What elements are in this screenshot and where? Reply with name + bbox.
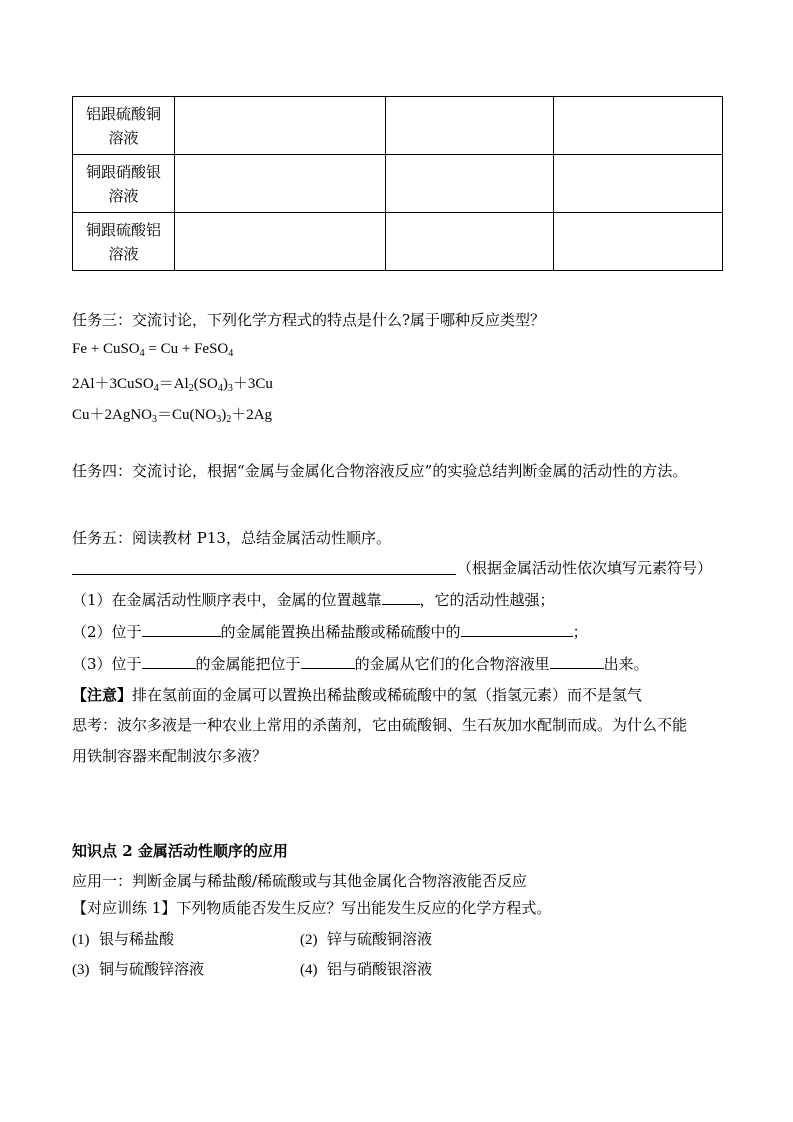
equation-3: $Cu+2AgNO_3=Cu(NO_3)_2+2Ag$ [72, 407, 273, 425]
fill-blank[interactable] [301, 653, 355, 669]
answer-cell[interactable] [175, 213, 386, 271]
fill-blank[interactable] [142, 653, 196, 669]
row-label: 铝跟硫酸铜 溶液 [73, 97, 175, 155]
fill-blank[interactable] [142, 621, 221, 637]
task5-item-3: （3）位于 的金属能把位于 的金属从它们的化合物溶液里 出来。 [72, 655, 649, 673]
table-row [73, 155, 723, 213]
note-line: 【注意】排在氢前面的金属可以置换出稀盐酸或稀硫酸中的氢（指氢元素）而不是氢气 [72, 686, 643, 704]
task3-prompt: 任务三：交流讨论，下列化学方程式的特点是什么?属于哪种反应类型？ [72, 311, 546, 329]
fill-note: （根据金属活动性依次填写元素符号） [457, 559, 713, 577]
list-item: (2) 锌与硫酸铜溶液 [300, 930, 433, 948]
answer-cell[interactable] [554, 97, 723, 155]
list-item: (1) 银与稀盐酸 [72, 930, 175, 948]
application-1: 应用一：判断金属与稀盐酸/稀硫酸或与其他金属化合物溶液能否反应 [72, 872, 528, 890]
fill-blank[interactable] [550, 653, 604, 669]
answer-cell[interactable] [554, 213, 723, 271]
answer-cell[interactable] [386, 155, 554, 213]
think-line-1: 思考：波尔多液是一种农业上常用的杀菌剂，它由硫酸铜、生石灰加水配制而成。为什么不能 [72, 716, 688, 734]
row-label: 铜跟硫酸铝 溶液 [73, 213, 175, 271]
task5-item-1: （1）在金属活动性顺序表中，金属的位置越靠 ，它的活动性越强； [72, 591, 555, 609]
row-label: 铜跟硝酸银 溶液 [73, 155, 175, 213]
table-row [73, 213, 723, 271]
fill-blank[interactable] [72, 559, 456, 575]
answer-cell[interactable] [386, 97, 554, 155]
equation-1: Fe + CuSO$_4$ = Cu + FeSO$_4$ [72, 341, 234, 359]
list-item: (3) 铜与硫酸锌溶液 [72, 960, 205, 978]
fill-blank[interactable] [382, 589, 420, 605]
equation-2: $2Al+3CuSO_4=Al_2(SO_4)_3+3Cu$ [72, 376, 273, 394]
answer-cell[interactable] [175, 97, 386, 155]
answer-cell[interactable] [554, 155, 723, 213]
answer-cell[interactable] [175, 155, 386, 213]
list-item: (4) 铝与硝酸银溶液 [300, 960, 433, 978]
note-tag: 【注意】 [72, 686, 133, 704]
think-line-2: 用铁制容器来配制波尔多液？ [72, 747, 268, 765]
experiment-table [72, 96, 723, 271]
training-tag: 【对应训练 1】 [72, 899, 177, 917]
section-heading: 知识点 2 金属活动性顺序的应用 [72, 842, 288, 860]
task4-prompt: 任务四：交流讨论，根据“金属与金属化合物溶液反应”的实验总结判断金属的活动性的方法。 [72, 462, 688, 480]
task5-prompt: 任务五：阅读教材 P13，总结金属活动性顺序。 [72, 529, 391, 547]
task5-item-2: （2）位于 的金属能置换出稀盐酸或稀硫酸中的 ； [72, 623, 588, 641]
training-line: 【对应训练 1】下列物质能否发生反应？写出能发生反应的化学方程式。 [72, 899, 552, 917]
fill-blank[interactable] [461, 621, 573, 637]
answer-cell[interactable] [386, 213, 554, 271]
activity-series-blank[interactable] [72, 559, 456, 579]
table-row [73, 97, 723, 155]
